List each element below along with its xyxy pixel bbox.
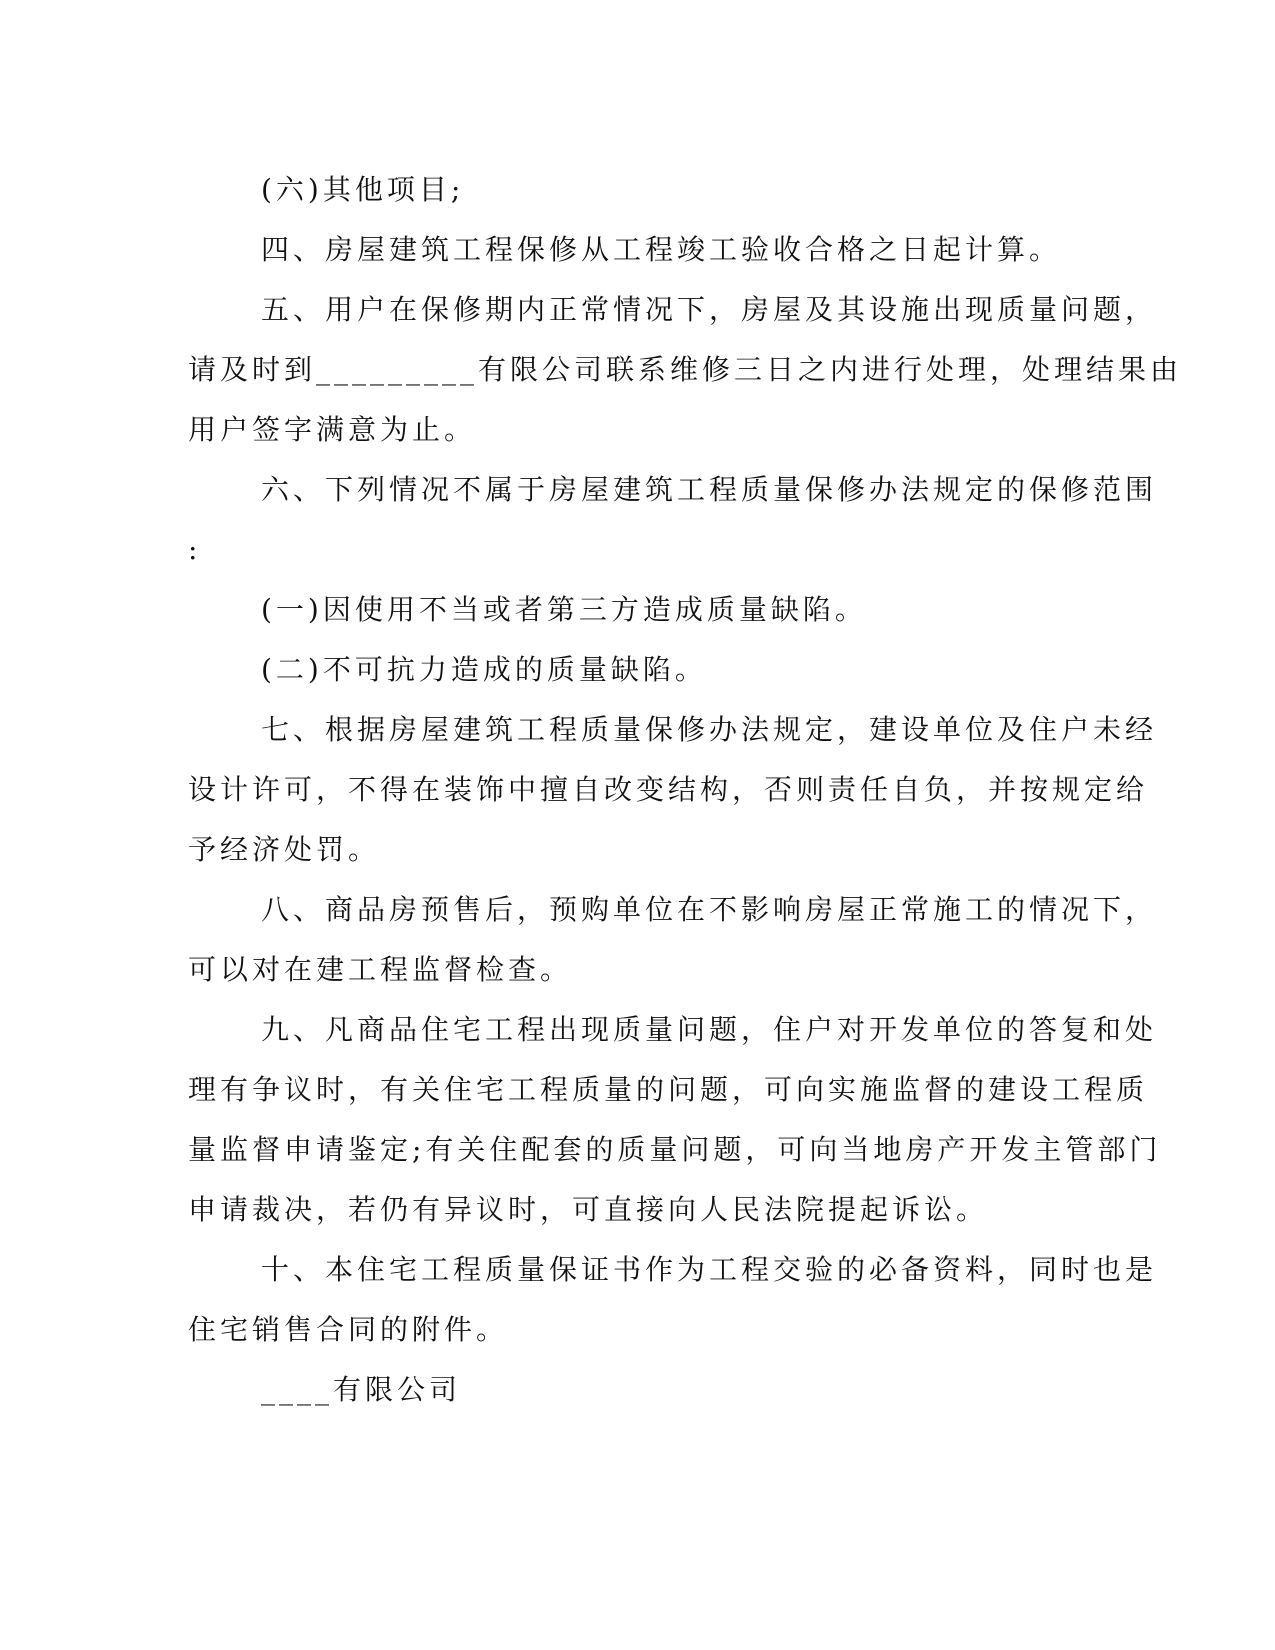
text-line: 十、本住宅工程质量保证书作为工程交验的必备资料，同时也是 xyxy=(261,1253,1158,1286)
document-body xyxy=(188,160,1183,1420)
text-line: 申请裁决，若仍有异议时，可直接向人民法院提起诉讼。 xyxy=(188,1193,989,1226)
text-line: 请及时到_________有限公司联系维修三日之内进行处理，处理结果由 xyxy=(188,353,1183,386)
text-line: 四、房屋建筑工程保修从工程竣工验收合格之日起计算。 xyxy=(261,233,1062,266)
text-line: 住宅销售合同的附件。 xyxy=(188,1313,509,1346)
company-signature-line: ____有限公司 xyxy=(261,1373,462,1406)
text-line: : xyxy=(188,533,202,566)
text-line: 八、商品房预售后，预购单位在不影响房屋正常施工的情况下， xyxy=(261,893,1158,926)
text-line: 五、用户在保修期内正常情况下，房屋及其设施出现质量问题， xyxy=(261,293,1158,326)
text-line: 量监督申请鉴定;有关住配套的质量问题，可向当地房产开发主管部门 xyxy=(188,1133,1162,1166)
text-line: 六、下列情况不属于房屋建筑工程质量保修办法规定的保修范围 xyxy=(261,473,1158,506)
text-line: 可以对在建工程监督检查。 xyxy=(188,953,573,986)
text-line: 设计许可，不得在装饰中擅自改变结构，否则责任自负，并按规定给 xyxy=(188,773,1149,806)
text-line: (六)其他项目; xyxy=(261,173,465,206)
text-line: 用户签字满意为止。 xyxy=(188,413,477,446)
text-line: 九、凡商品住宅工程出现质量问题，住户对开发单位的答复和处 xyxy=(261,1013,1158,1046)
text-line: 予经济处罚。 xyxy=(188,833,381,866)
text-line: (二)不可抗力造成的质量缺陷。 xyxy=(261,653,707,686)
text-line: 七、根据房屋建筑工程质量保修办法规定，建设单位及住户未经 xyxy=(261,713,1158,746)
text-line: 理有争议时，有关住宅工程质量的问题，可向实施监督的建设工程质 xyxy=(188,1073,1149,1106)
text-line: (一)因使用不当或者第三方造成质量缺陷。 xyxy=(261,593,867,626)
